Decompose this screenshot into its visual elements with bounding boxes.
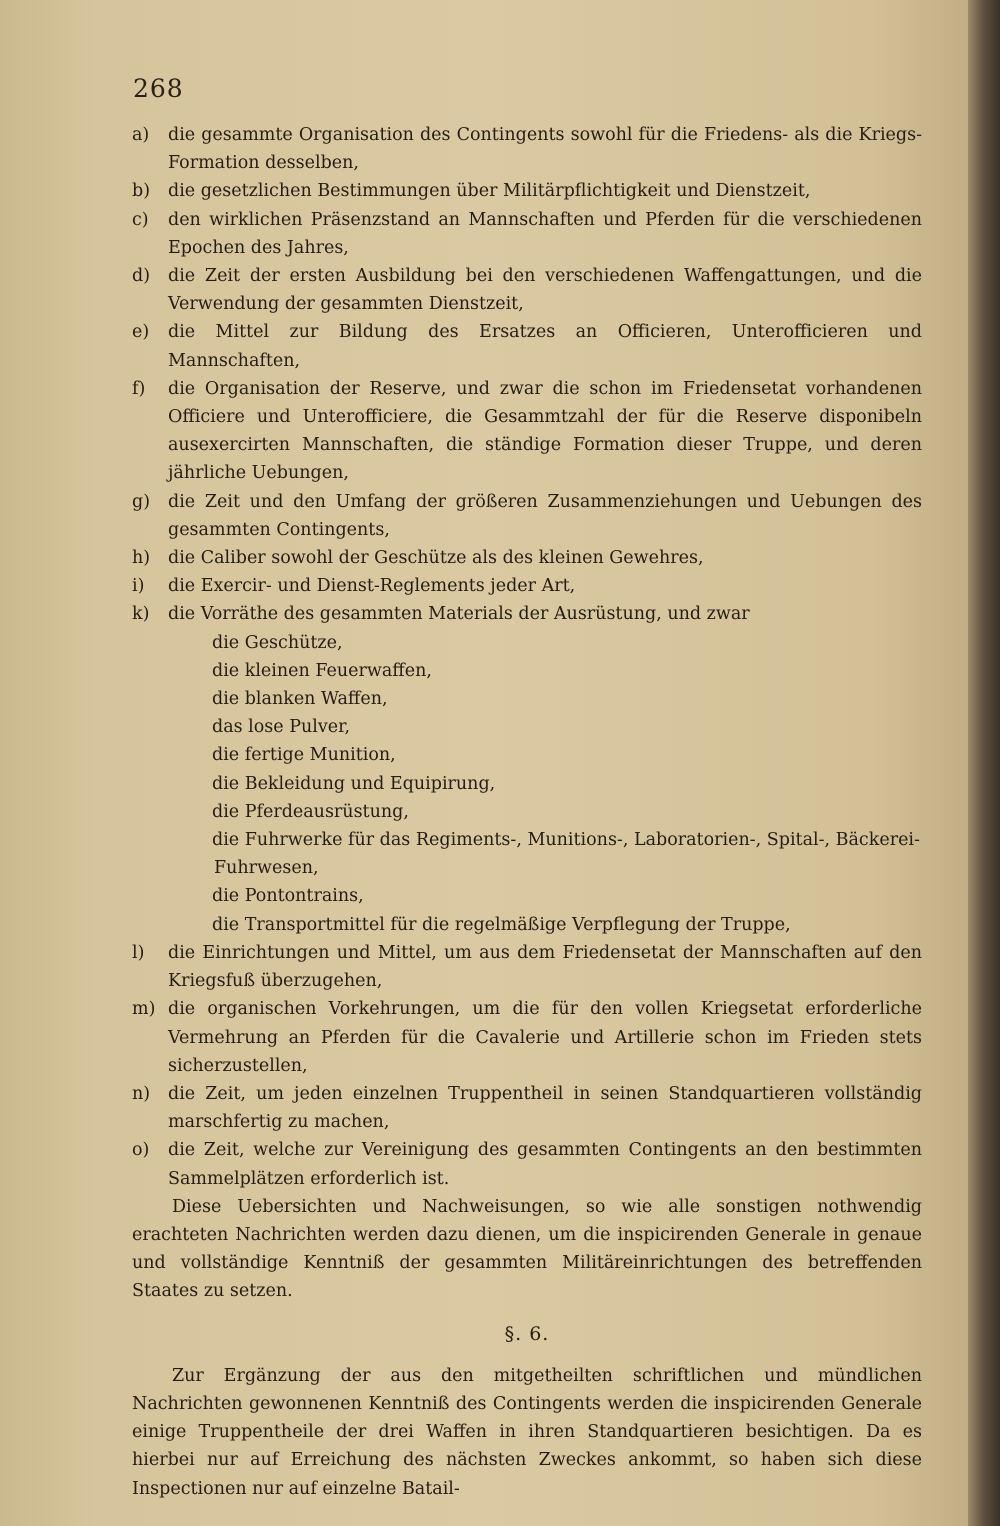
list-item-text: die Caliber sowohl der Geschütze als des kleinen Gewehres, bbox=[168, 548, 704, 569]
list-item-text: die Zeit und den Umfang der größeren Zusammenziehungen und Uebungen des gesammten Contingents, bbox=[168, 491, 922, 540]
summary-paragraph: Diese Uebersichten und Nachweisungen, so wie alle sonstigen nothwendig erachteten Nachrichten werden dazu dienen, um die inspicirenden Generale in genaue und vollständige Kenntniß der gesammten Militäreinrichtungen des betreffenden Staates zu setzen. bbox=[132, 1196, 922, 1302]
list-item-marker: b) bbox=[132, 181, 151, 202]
enumerated-list-continued bbox=[132, 939, 922, 1193]
list-item-marker: o) bbox=[132, 1140, 150, 1161]
list-item-text: die Zeit, um jeden einzelnen Truppentheil in seinen Standquartieren vollständig marschfertig zu machen, bbox=[168, 1083, 922, 1133]
list-item bbox=[132, 995, 922, 1080]
list-item-marker: f) bbox=[132, 378, 146, 399]
list-item bbox=[132, 206, 922, 262]
list-item-text: die Organisation der Reserve, und zwar die schon im Friedensetat vorhandenen Officiere und Unterofficiere, die Gesammtzahl der für die Reserve disponibeln ausexercirten Mannschaften, die ständige Formation dieser Truppe, und deren jährliche Uebungen, bbox=[168, 378, 922, 484]
sublist-item: die Pferdeausrüstung, bbox=[212, 801, 409, 822]
sublist-item: die Geschütze, bbox=[212, 632, 343, 653]
list-item-text: die Exercir- und Dienst-Reglements jeder Art, bbox=[168, 576, 576, 597]
sublist-item: die kleinen Feuerwaffen, bbox=[212, 660, 432, 681]
list-item-text: die Zeit, welche zur Vereinigung des gesammten Contingents an den bestimmten Sammelplätzen erforderlich ist. bbox=[168, 1140, 922, 1189]
page-content bbox=[132, 121, 922, 1503]
list-item-marker: e) bbox=[132, 322, 150, 343]
list-item bbox=[132, 572, 922, 600]
list-item-marker: l) bbox=[132, 942, 145, 963]
section-heading: §. 6. bbox=[504, 1322, 550, 1345]
sublist-item: das lose Pulver, bbox=[212, 717, 351, 738]
list-item-text: die gesetzlichen Bestimmungen über Militärpflichtigkeit und Dienstzeit, bbox=[168, 181, 811, 202]
list-item bbox=[132, 375, 922, 488]
list-item bbox=[132, 318, 922, 374]
list-item-text: die Einrichtungen und Mittel, um aus dem Friedensetat der Mannschaften auf den Kriegsfuß überzugehen, bbox=[168, 942, 922, 992]
sublist-item: die Transportmittel für die regelmäßige Verpflegung der Truppe, bbox=[212, 914, 791, 935]
list-item bbox=[132, 939, 922, 995]
list-item-marker: c) bbox=[132, 209, 149, 230]
list-item bbox=[132, 488, 922, 544]
list-item bbox=[132, 1136, 922, 1192]
list-item-text: die Mittel zur Bildung des Ersatzes an Officieren, Unterofficieren und Mannschaften, bbox=[168, 322, 922, 371]
list-item-marker: g) bbox=[132, 491, 151, 512]
list-item-marker: d) bbox=[132, 266, 151, 287]
sublist-item: die Fuhrwerke für das Regiments-, Munitions-, Laboratorien-, Spital-, Bäckerei-Fuhrwesen, bbox=[212, 830, 920, 879]
list-item-marker: k) bbox=[132, 604, 150, 625]
section-paragraph: Zur Ergänzung der aus den mitgetheilten schriftlichen und mündlichen Nachrichten gewonnenen Kenntniß des Contingents werden die inspicirenden Generale einige Truppentheile der drei Waffen in ihren Standquartieren besichtigen. Da es hierbei nur auf Erreichung des nächsten Zweckes ankommt, so haben sich diese Inspectionen nur auf einzelne Batail- bbox=[132, 1365, 922, 1499]
list-item-marker: i) bbox=[132, 576, 145, 597]
list-item bbox=[132, 121, 922, 177]
list-item-text: den wirklichen Präsenzstand an Mannschaften und Pferden für die verschiedenen Epochen des Jahres, bbox=[168, 209, 922, 258]
sublist-item: die Pontontrains, bbox=[212, 886, 364, 907]
list-item bbox=[132, 262, 922, 318]
list-item bbox=[132, 1080, 922, 1136]
book-spine bbox=[968, 0, 1000, 1526]
materials-sublist bbox=[132, 629, 922, 939]
list-item bbox=[132, 600, 922, 628]
page-number: 268 bbox=[133, 74, 184, 103]
list-item-marker: n) bbox=[132, 1083, 151, 1104]
list-item-text: die organischen Vorkehrungen, um die für den vollen Kriegsetat erforderliche Vermehrung an Pferden für die Cavalerie und Artillerie schon im Frieden stets sicherzustellen, bbox=[168, 999, 922, 1076]
list-item bbox=[132, 544, 922, 572]
sublist-item: die fertige Munition, bbox=[212, 745, 396, 766]
list-item-marker: a) bbox=[132, 125, 150, 145]
sublist-item: die Bekleidung und Equipirung, bbox=[212, 773, 496, 794]
list-item-marker: h) bbox=[132, 548, 151, 569]
list-item-text: die Zeit der ersten Ausbildung bei den verschiedenen Waffengattungen, und die Verwendung der gesammten Dienstzeit, bbox=[168, 266, 922, 315]
list-item-text: die gesammte Organisation des Contingents sowohl für die Friedens- als die Kriegs-Formation desselben, bbox=[168, 125, 922, 174]
enumerated-list bbox=[132, 121, 922, 629]
list-item bbox=[132, 177, 922, 205]
sublist-item: die blanken Waffen, bbox=[212, 689, 388, 710]
list-item-text: die Vorräthe des gesammten Materials der Ausrüstung, und zwar bbox=[168, 604, 750, 625]
list-item-marker: m) bbox=[132, 999, 156, 1020]
